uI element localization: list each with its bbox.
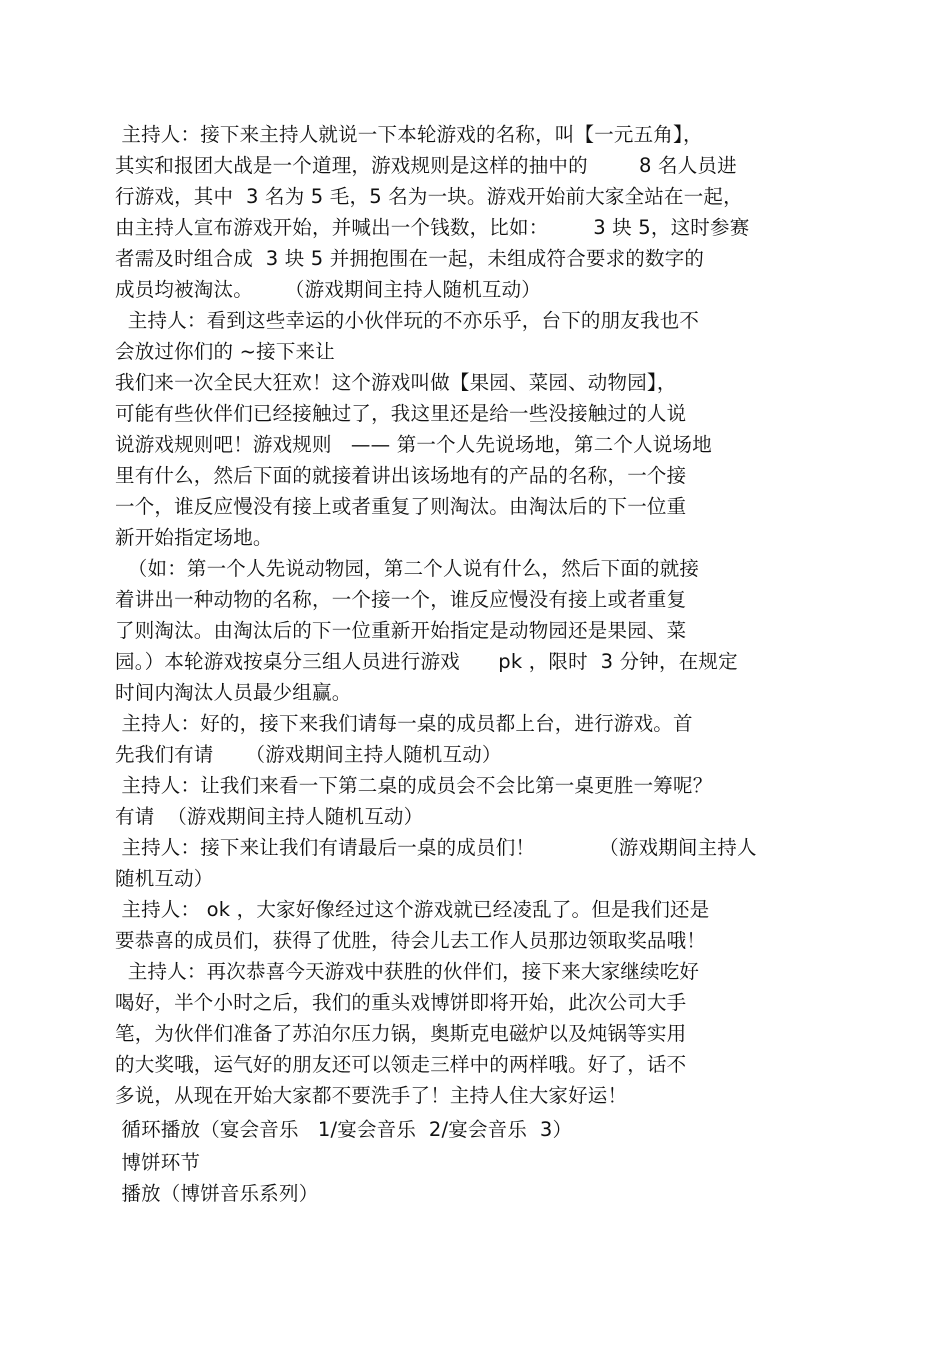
text-line: 播放（博饼音乐系列）: [115, 1182, 319, 1205]
text-line: 主持人：看到这些幸运的小伙伴玩的不亦乐乎，台下的朋友我也不: [115, 309, 700, 332]
text-line: 时间内淘汰人员最少组赢。: [115, 681, 352, 704]
text-line: 者需及时组合成 3 块 5 并拥抱围在一起，未组成符合要求的数字的: [115, 247, 705, 270]
text-line: 多说，从现在开始大家都不要洗手了！主持人住大家好运！: [115, 1084, 628, 1107]
text-line: 有请 （游戏期间主持人随机互动）: [115, 805, 424, 828]
text-line: 主持人：好的，接下来我们请每一桌的成员都上台，进行游戏。首: [115, 712, 693, 735]
text-line: 随机互动）: [115, 867, 214, 890]
text-line: 着讲出一种动物的名称，一个接一个，谁反应慢没有接上或者重复: [115, 588, 687, 611]
text-line: 主持人：让我们来看一下第二桌的成员会不会比第一桌更胜一筹呢？: [115, 774, 713, 797]
text-line: 由主持人宣布游戏开始，并喊出一个钱数，比如： 3 块 5，这时参赛: [115, 216, 750, 239]
text-line: 会放过你们的 ~接下来让: [115, 340, 335, 363]
text-line: 要恭喜的成员们，获得了优胜，待会儿去工作人员那边领取奖品哦！: [115, 929, 707, 952]
text-line: 其实和报团大战是一个道理，游戏规则是这样的抽中的 8 名人员进: [115, 154, 737, 177]
text-line: 喝好，半个小时之后，我们的重头戏博饼即将开始，此次公司大手: [115, 991, 687, 1014]
text-line: 先我们有请 （游戏期间主持人随机互动）: [115, 743, 502, 766]
text-line: 笔，为伙伴们准备了苏泊尔压力锅，奥斯克电磁炉以及炖锅等实用: [115, 1022, 687, 1045]
text-line: （如：第一个人先说动物园，第二个人说有什么，然后下面的就接: [115, 557, 700, 580]
text-line: 的大奖哦，运气好的朋友还可以领走三样中的两样哦。好了，话不: [115, 1053, 687, 1076]
text-line: 里有什么，然后下面的就接着讲出该场地有的产品的名称，一个接: [115, 464, 687, 487]
text-line: 主持人： ok ，大家好像经过这个游戏就已经凌乱了。但是我们还是: [115, 898, 710, 921]
text-line: 我们来一次全民大狂欢！这个游戏叫做【果园、菜园、动物园】，: [115, 371, 677, 394]
text-line: 说游戏规则吧！游戏规则 —— 第一个人先说场地，第二个人说场地: [115, 433, 712, 456]
text-line: 一个，谁反应慢没有接上或者重复了则淘汰。由淘汰后的下一位重: [115, 495, 687, 518]
text-line: 行游戏，其中 3 名为 5 毛，5 名为一块。游戏开始前大家全站在一起，: [115, 185, 743, 208]
text-line: 主持人：接下来让我们有请最后一桌的成员们！ （游戏期间主持人: [115, 836, 757, 859]
text-line: 了则淘汰。由淘汰后的下一位重新开始指定是动物园还是果园、菜: [115, 619, 687, 642]
text-line: 循环播放（宴会音乐 1/宴会音乐 2/宴会音乐 3）: [115, 1118, 573, 1141]
text-line: 可能有些伙伴们已经接触过了，我这里还是给一些没接触过的人说: [115, 402, 687, 425]
text-line: 成员均被淘汰。 （游戏期间主持人随机互动）: [115, 278, 541, 301]
text-line: 主持人：接下来主持人就说一下本轮游戏的名称，叫【一元五角】，: [115, 123, 703, 146]
text-line: 园。）本轮游戏按桌分三组人员进行游戏 pk ，限时 3 分钟，在规定: [115, 650, 738, 673]
section-heading: 博饼环节: [115, 1151, 201, 1174]
text-line: 新开始指定场地。: [115, 526, 273, 549]
text-line: 主持人：再次恭喜今天游戏中获胜的伙伴们，接下来大家继续吃好: [115, 960, 700, 983]
